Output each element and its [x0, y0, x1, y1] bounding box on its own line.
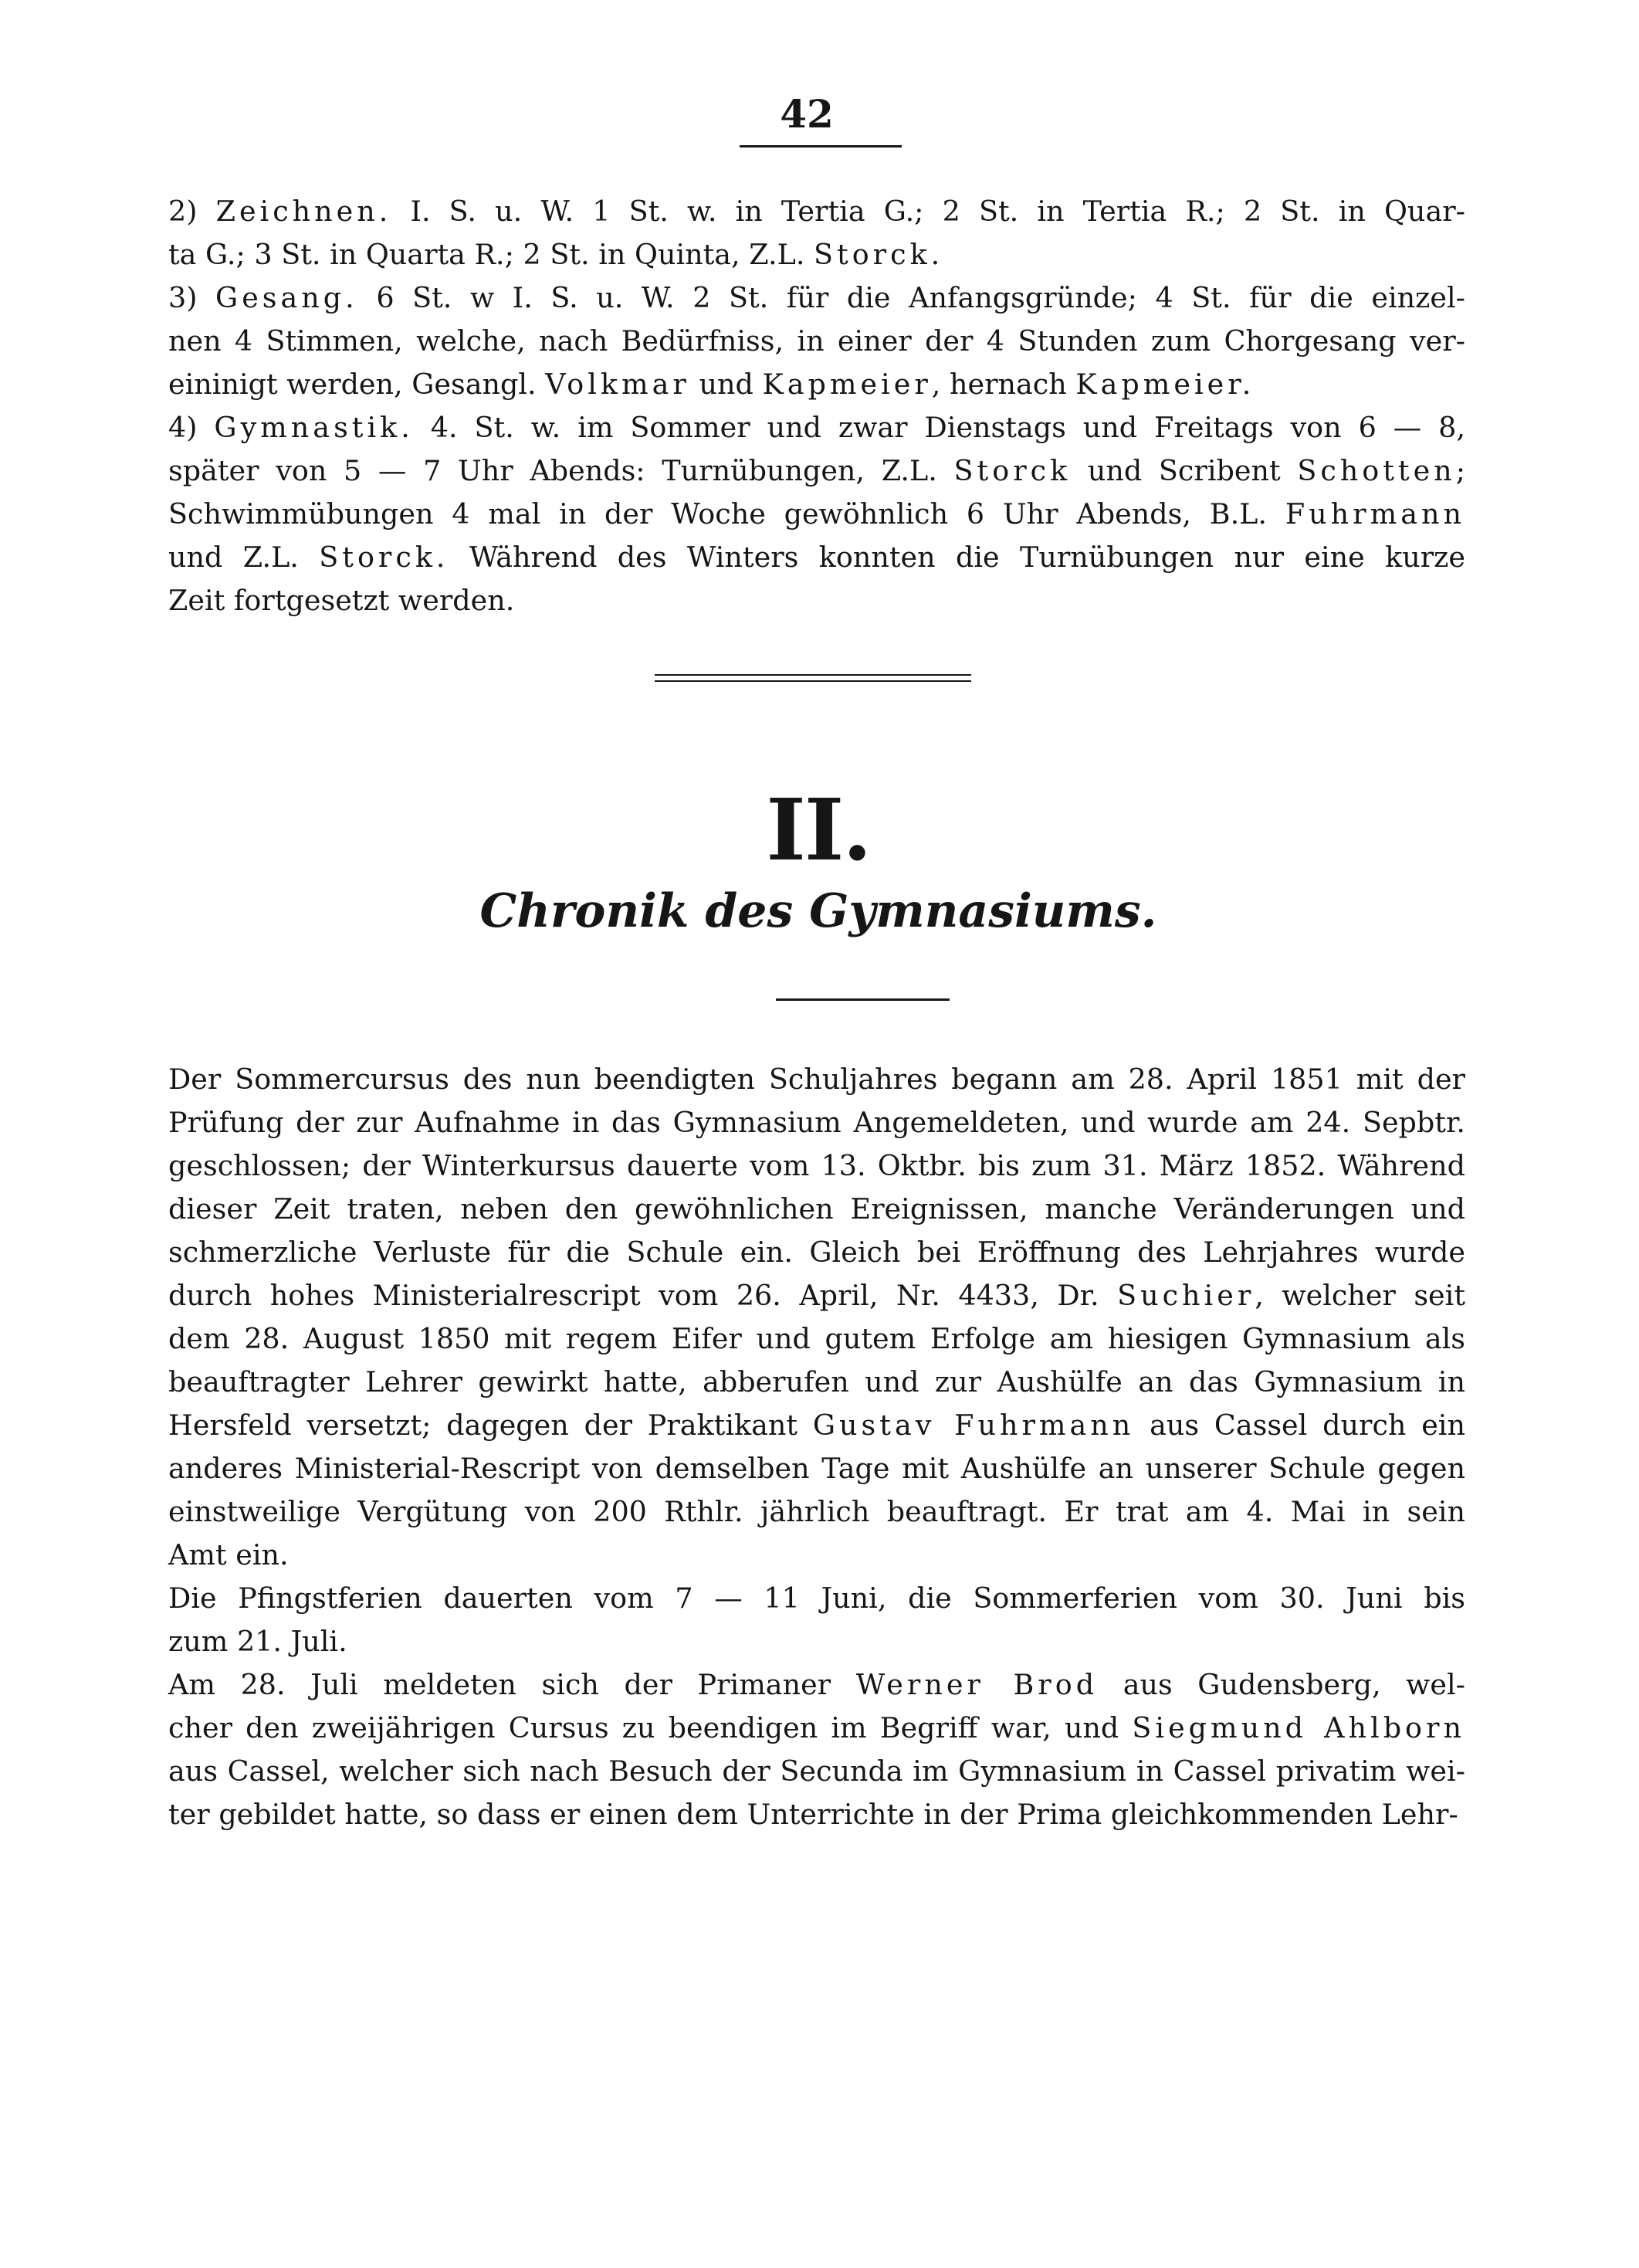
spaced-name: Kapmeier: [762, 368, 932, 401]
text-line: [168, 1663, 1465, 1707]
text-run: , welcher seit: [1255, 1279, 1466, 1312]
spaced-name: Kapmeier.: [1075, 368, 1255, 401]
spaced-name: Fuhrmann: [1285, 497, 1465, 531]
text-run: 4): [168, 411, 215, 444]
text-run: beauftragter Lehrer gewirkt hatte, abberufen und zur Aushülfe an das Gymnasium in: [168, 1365, 1465, 1398]
text-run: Prüfung der zur Aufnahme in das Gymnasium Angemeldeten, und wurde am 24. Sepbtr.: [168, 1106, 1465, 1139]
text-run: I. S. u. W. 1 St. w. in Tertia G.; 2 St. in Tertia R.; 2 St. in Quar-: [391, 195, 1465, 228]
text-line: [168, 233, 1465, 276]
spaced-name: Storck: [953, 454, 1072, 487]
text-run: und Z.L.: [168, 541, 320, 574]
text-run: aus Cassel durch ein: [1134, 1409, 1465, 1442]
text-run: Amt ein.: [168, 1538, 289, 1571]
text-run: eininigt werden, Gesangl.: [168, 368, 546, 401]
text-run: ;: [1455, 454, 1465, 487]
text-run: 2): [168, 195, 216, 228]
text-line: [168, 190, 1465, 233]
list-item-gymnastik: [168, 406, 1465, 622]
list-item-gesang: [168, 276, 1465, 406]
text-line: [168, 363, 1465, 406]
spaced-name: Schotten: [1297, 454, 1456, 487]
text-run: und: [689, 368, 763, 401]
text-run: Hersfeld versetzt; dagegen der Praktikant: [168, 1409, 813, 1442]
text-run: 4. St. w. im Sommer und zwar Dienstags und Freitags von 6 — 8,: [413, 411, 1465, 444]
title-divider: [776, 998, 950, 1001]
text-line: [168, 1101, 1465, 1144]
text-line: [168, 1317, 1465, 1361]
list-item-zeichnen: [168, 190, 1465, 276]
spaced-name: Gymnastik.: [214, 411, 414, 444]
text-line: [168, 1490, 1465, 1534]
text-run: Während des Winters konnten die Turnübungen nur eine kurze: [449, 541, 1465, 574]
divider-rule-bottom: [655, 680, 971, 682]
text-run: Am 28. Juli meldeten sich der Primaner: [168, 1668, 856, 1701]
divider-rule-top: [655, 674, 971, 676]
section-number: II.: [766, 780, 871, 880]
spaced-name: Werner Brod: [855, 1668, 1099, 1701]
text-run: 3): [168, 281, 216, 314]
text-line: [168, 536, 1465, 579]
text-line: [168, 1447, 1465, 1490]
text-run: dieser Zeit traten, neben den gewöhnlichen Ereignissen, manche Veränderungen und: [168, 1192, 1465, 1226]
text-line: [168, 493, 1465, 536]
spaced-name: Volkmar: [545, 368, 690, 401]
text-run: ta G.; 3 St. in Quarta R.; 2 St. in Quinta, Z.L.: [168, 238, 814, 271]
spaced-name: Gesang.: [215, 281, 358, 314]
text-run: Die Pfingstferien dauerten vom 7 — 11 Juni, die Sommerferien vom 30. Juni bis: [168, 1581, 1465, 1615]
text-line: [168, 1144, 1465, 1188]
section-title: Chronik des Gymnasiums.: [479, 884, 1157, 938]
text-run: 6 St. w I. S. u. W. 2 St. für die Anfangsgründe; 4 St. für die einzel-: [357, 281, 1465, 314]
text-line: [168, 406, 1465, 449]
text-run: geschlossen; der Winterkursus dauerte vom 13. Oktbr. bis zum 31. März 1852. Während: [168, 1149, 1465, 1182]
text-run: zum 21. Juli.: [168, 1625, 347, 1658]
page-number-rule: [740, 145, 902, 147]
text-line: [168, 579, 1465, 622]
text-run: dem 28. August 1850 mit regem Eifer und gutem Erfolge am hiesigen Gymnasium als: [168, 1322, 1465, 1355]
text-line: [168, 1750, 1465, 1793]
text-line: [168, 449, 1465, 493]
spaced-name: Zeichnen.: [215, 195, 392, 228]
text-run: einstweilige Vergütung von 200 Rthlr. jährlich beauftragt. Er trat am 4. Mai in sein: [168, 1495, 1465, 1528]
text-line: [168, 1793, 1465, 1836]
text-line: [168, 1231, 1465, 1274]
text-line: [168, 1534, 1465, 1577]
text-line: [168, 1707, 1465, 1750]
text-line: [168, 276, 1465, 320]
chronik-paragraph-2: [168, 1577, 1465, 1663]
text-run: cher den zweijährigen Cursus zu beendigen im Begriff war, und: [168, 1711, 1133, 1744]
text-line: [168, 1188, 1465, 1231]
text-line: [168, 1404, 1465, 1447]
spaced-name: Gustav Fuhrmann: [812, 1409, 1135, 1442]
text-run: ter gebildet hatte, so dass er einen dem Unterrichte in der Prima gleichkommenden Lehr-: [168, 1798, 1458, 1831]
spaced-name: Storck.: [319, 541, 449, 574]
text-line: [168, 1058, 1465, 1101]
text-run: aus Cassel, welcher sich nach Besuch der Secunda im Gymnasium in Cassel privatim wei-: [168, 1754, 1465, 1788]
spaced-name: Suchier: [1117, 1279, 1255, 1312]
text-run: später von 5 — 7 Uhr Abends: Turnübungen, Z.L.: [168, 454, 954, 487]
chronik-paragraph-3: [168, 1663, 1465, 1836]
page-number: 42: [780, 91, 834, 137]
text-run: durch hohes Ministerialrescript vom 26. April, Nr. 4433, Dr.: [168, 1279, 1118, 1312]
text-run: aus Gudensberg, wel-: [1098, 1668, 1465, 1701]
text-line: [168, 1361, 1465, 1404]
text-run: , hernach: [931, 368, 1076, 401]
text-line: [168, 1274, 1465, 1317]
text-line: [168, 1620, 1465, 1663]
text-run: nen 4 Stimmen, welche, nach Bedürfniss, in einer der 4 Stunden zum Chorgesang ver-: [168, 324, 1465, 358]
text-line: [168, 1577, 1465, 1620]
text-line: [168, 320, 1465, 363]
text-run: anderes Ministerial-Rescript von demselben Tage mit Aushülfe an unserer Schule gegen: [168, 1452, 1465, 1485]
text-run: und Scribent: [1071, 454, 1298, 487]
text-run: Der Sommercursus des nun beendigten Schuljahres begann am 28. April 1851 mit der: [168, 1063, 1465, 1096]
chronik-paragraph-1: [168, 1058, 1465, 1577]
text-run: schmerzliche Verluste für die Schule ein. Gleich bei Eröffnung des Lehrjahres wurde: [168, 1236, 1465, 1269]
spaced-name: Storck.: [814, 238, 944, 271]
text-run: Zeit fortgesetzt werden.: [168, 584, 515, 617]
text-run: Schwimmübungen 4 mal in der Woche gewöhnlich 6 Uhr Abends, B.L.: [168, 497, 1285, 531]
spaced-name: Siegmund Ahlborn: [1132, 1711, 1465, 1744]
